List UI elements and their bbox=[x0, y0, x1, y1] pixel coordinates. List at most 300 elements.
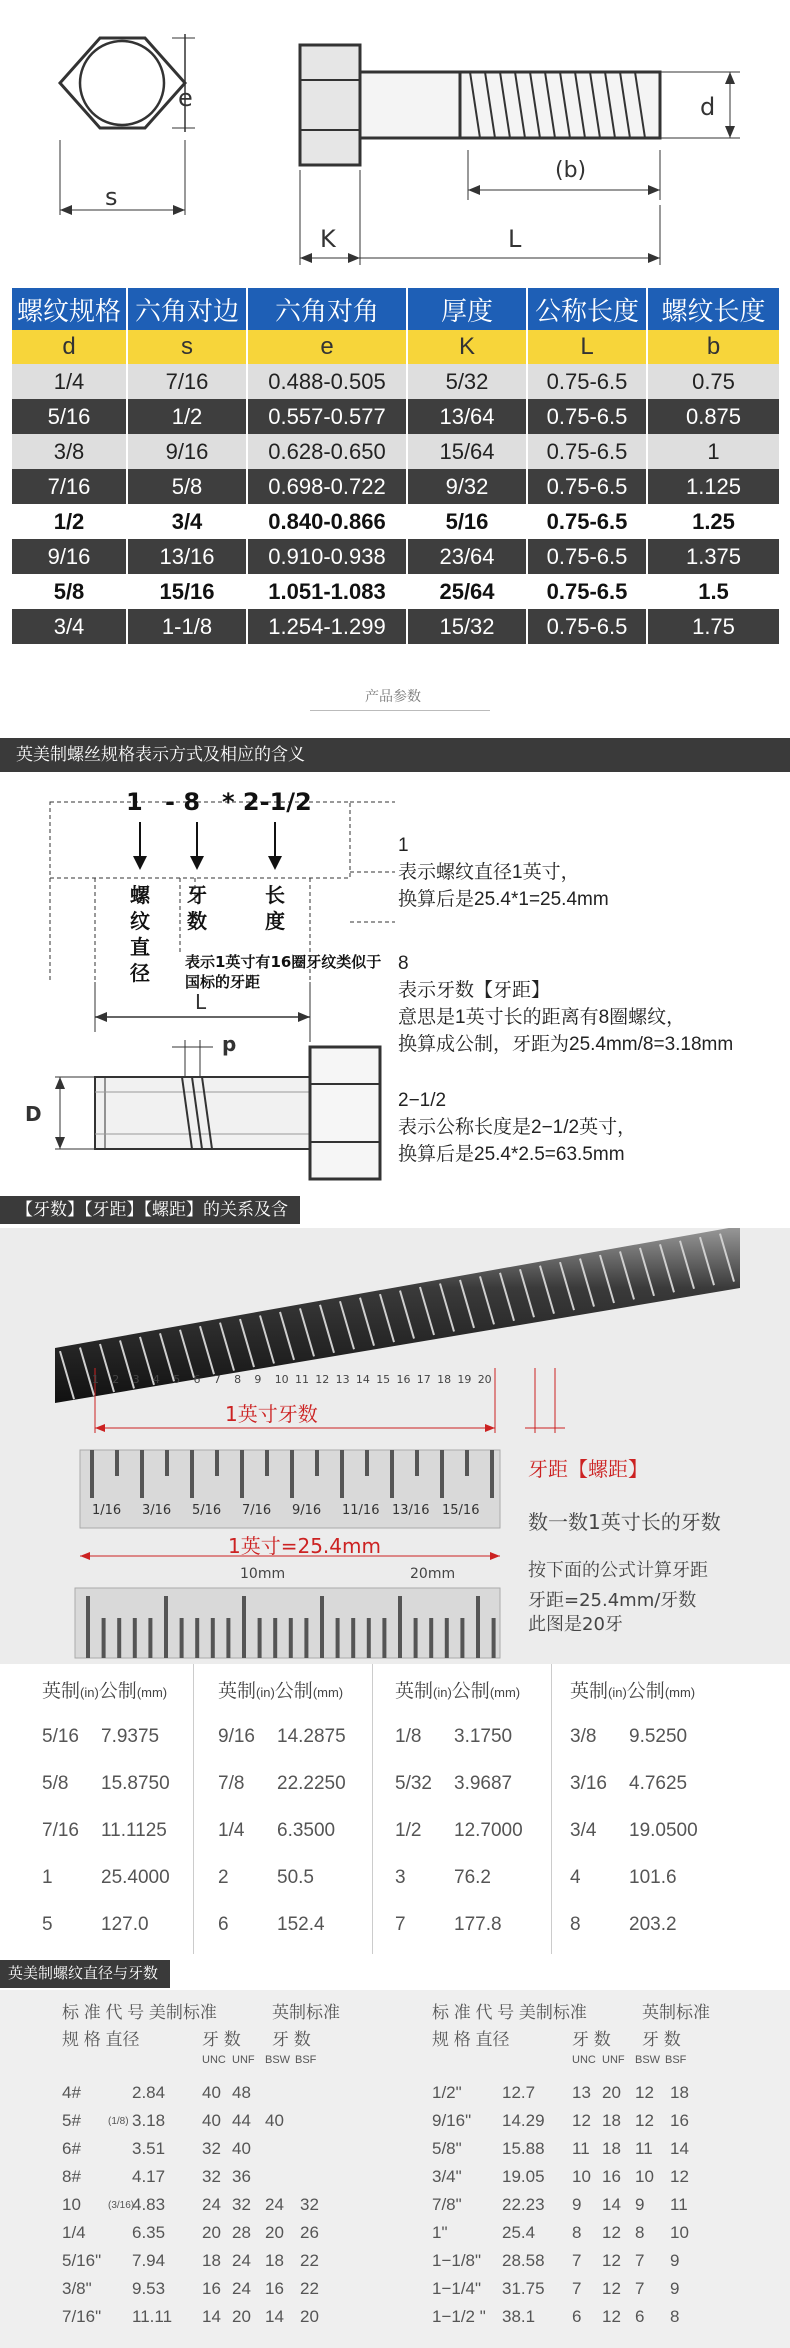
conv-inch: 3/4 bbox=[570, 1820, 597, 1841]
formula-l2: 牙距=25.4mm/牙数 bbox=[528, 1590, 697, 1611]
tick-label: 1 bbox=[92, 1373, 99, 1386]
count-text: 数一数1英寸长的牙数 bbox=[528, 1510, 721, 1534]
annotation-1 bbox=[398, 832, 609, 913]
conv-mm: 4.7625 bbox=[629, 1773, 688, 1794]
thread-cell: 3/4" bbox=[432, 2167, 462, 2186]
conv-mm: 9.5250 bbox=[629, 1726, 688, 1747]
spec-cell: 螺纹长度 bbox=[647, 288, 780, 330]
thread-cell: 24 bbox=[232, 2251, 251, 2270]
spec-cell: 0.75-6.5 bbox=[527, 434, 647, 469]
spec-cell: 0.557-0.577 bbox=[247, 399, 407, 434]
spec-cell: 0.488-0.505 bbox=[247, 364, 407, 399]
spec-cell: 1.125 bbox=[647, 469, 780, 504]
conv-mm: 12.7000 bbox=[454, 1820, 523, 1841]
thread-cell: 14 bbox=[602, 2195, 621, 2214]
spec-cell: L bbox=[527, 330, 647, 364]
spec-cell: 1.051-1.083 bbox=[247, 574, 407, 609]
spec-table bbox=[12, 288, 781, 644]
thread-cell: 12 bbox=[635, 2111, 654, 2130]
conv-mm: 22.2250 bbox=[277, 1773, 346, 1794]
thread-cell: 20 bbox=[232, 2307, 251, 2326]
conv-header-in: (in) bbox=[256, 1685, 275, 1700]
thread-cell: 16 bbox=[265, 2279, 284, 2298]
thread-cell: 12 bbox=[602, 2223, 621, 2242]
conv-header bbox=[395, 1676, 520, 1703]
header-sub: UNC bbox=[572, 2054, 596, 2066]
thread-cell: 6 bbox=[572, 2307, 582, 2326]
tick-label: 17 bbox=[416, 1373, 431, 1386]
thread-cell: 18 bbox=[202, 2251, 221, 2270]
thread-cell: 1/2" bbox=[432, 2083, 462, 2102]
conv-mm: 19.0500 bbox=[629, 1820, 698, 1841]
header-british: 英制标准 bbox=[272, 2003, 340, 2022]
conversion-grid bbox=[0, 1664, 790, 1954]
spec-cell: 3/4 bbox=[127, 504, 247, 539]
spec-row bbox=[12, 574, 780, 609]
spec-cell: 15/32 bbox=[407, 609, 527, 644]
formula-l1: 按下面的公式计算牙距 bbox=[528, 1560, 708, 1581]
annotation-2-1-2 bbox=[398, 1087, 636, 1168]
spec-cell: 0.75-6.5 bbox=[527, 399, 647, 434]
conv-header-b: 公制 bbox=[98, 1681, 137, 1702]
thread-cell: 22 bbox=[300, 2279, 319, 2298]
thread-cell: 12 bbox=[635, 2083, 654, 2102]
conv-inch: 4 bbox=[570, 1867, 581, 1888]
thread-cell: 9 bbox=[670, 2251, 680, 2270]
conv-header-b: 公制 bbox=[451, 1681, 490, 1702]
ann2-line3: 换算成公制，牙距为25.4mm/8=3.18mm bbox=[398, 1034, 734, 1055]
thread-cell: 31.75 bbox=[502, 2279, 545, 2298]
spec-row bbox=[12, 399, 780, 434]
thread-cell: 3.51 bbox=[132, 2139, 166, 2158]
conv-header-mm: (mm) bbox=[136, 1685, 168, 1700]
conv-inch: 6 bbox=[218, 1914, 229, 1935]
header-teeth-uk: 牙 数 bbox=[272, 2030, 311, 2049]
conv-inch: 1/2 bbox=[395, 1820, 422, 1841]
label-p: p bbox=[222, 1032, 237, 1056]
thread-cell: 18 bbox=[670, 2083, 689, 2102]
ruler-fraction: 3/16 bbox=[142, 1503, 172, 1518]
thread-cell: 22.23 bbox=[502, 2195, 545, 2214]
thread-cell: 22 bbox=[300, 2251, 319, 2270]
header-sub: UNF bbox=[602, 2054, 625, 2066]
thread-cell: 9 bbox=[635, 2195, 645, 2214]
thread-pitch-panel bbox=[0, 1228, 790, 1664]
thread-cell: 32 bbox=[232, 2195, 251, 2214]
conv-mm: 7.9375 bbox=[101, 1726, 160, 1747]
label-teeth-count: 牙数 bbox=[187, 883, 207, 933]
thread-cell: 40 bbox=[265, 2111, 284, 2130]
thread-cell: 20 bbox=[602, 2083, 621, 2102]
inch-mm-label: 1英寸=25.4mm bbox=[228, 1534, 381, 1558]
spec-cell: 0.75-6.5 bbox=[527, 574, 647, 609]
conv-header-a: 英制 bbox=[570, 1681, 609, 1702]
conv-inch: 8 bbox=[570, 1914, 581, 1935]
conv-inch: 5/32 bbox=[395, 1773, 432, 1794]
tick-label: 15 bbox=[376, 1373, 391, 1386]
spec-notation-diagram bbox=[0, 772, 790, 1192]
conv-mm: 3.9687 bbox=[454, 1773, 513, 1794]
spec-cell: 1 bbox=[647, 434, 780, 469]
thread-cell: 7/8" bbox=[432, 2195, 462, 2214]
conv-mm: 6.3500 bbox=[277, 1820, 336, 1841]
spec-cell: 1.75 bbox=[647, 609, 780, 644]
thread-cell: 12 bbox=[572, 2111, 591, 2130]
thread-cell: 16 bbox=[670, 2111, 689, 2130]
thread-cell: 24 bbox=[265, 2195, 284, 2214]
thread-cell: 6# bbox=[62, 2139, 81, 2158]
tick-label: 10 bbox=[274, 1373, 289, 1386]
ann3-line1: 表示公称长度是2−1/2英寸， bbox=[398, 1117, 637, 1138]
thread-cell: 7/16" bbox=[62, 2307, 102, 2326]
spec-cell: b bbox=[647, 330, 780, 364]
thread-cell: 26 bbox=[300, 2223, 319, 2242]
label-l: L bbox=[508, 225, 522, 253]
label-d: d bbox=[700, 93, 716, 121]
spec-cell: 5/32 bbox=[407, 364, 527, 399]
thread-cell: 3.18 bbox=[132, 2111, 166, 2130]
spec-cell: 六角对边 bbox=[127, 288, 247, 330]
pitch-label: 牙距【螺距】 bbox=[528, 1457, 648, 1481]
conv-mm: 203.2 bbox=[629, 1914, 677, 1935]
conv-inch: 9/16 bbox=[218, 1726, 255, 1747]
tpi-note: 表示1英寸有16圈牙纹类似于国标的牙距 bbox=[185, 953, 382, 991]
tick-label: 16 bbox=[396, 1373, 411, 1386]
thread-cell: 11 bbox=[635, 2139, 653, 2158]
tick-label: 6 bbox=[193, 1373, 201, 1386]
header-sub: UNF bbox=[232, 2054, 255, 2066]
thread-cell: 11 bbox=[572, 2139, 590, 2158]
conv-inch: 7 bbox=[395, 1914, 406, 1935]
conv-inch: 7/16 bbox=[42, 1820, 79, 1841]
conv-inch: 5/8 bbox=[42, 1773, 69, 1794]
thread-cell: 3/8" bbox=[62, 2279, 92, 2298]
spec-cell: 0.628-0.650 bbox=[247, 434, 407, 469]
header-sub: BSF bbox=[295, 2054, 317, 2066]
thread-cell: 12 bbox=[602, 2307, 621, 2326]
thread-cell: 28 bbox=[232, 2223, 251, 2242]
conv-inch: 2 bbox=[218, 1867, 229, 1888]
thread-cell: 9 bbox=[670, 2279, 680, 2298]
spec-cell: d bbox=[12, 330, 127, 364]
thread-cell: 7 bbox=[572, 2279, 582, 2298]
header-teeth-us: 牙 数 bbox=[202, 2030, 241, 2049]
thread-cell: 1−1/4" bbox=[432, 2279, 482, 2298]
conv-header-a: 英制 bbox=[218, 1681, 257, 1702]
spec-cell: 螺纹规格 bbox=[12, 288, 127, 330]
thread-cell: 4# bbox=[62, 2083, 81, 2102]
conv-inch: 1 bbox=[42, 1867, 53, 1888]
formula-part-1: 1 bbox=[126, 788, 143, 816]
thread-cell: 40 bbox=[232, 2139, 251, 2158]
thread-cell: 36 bbox=[232, 2167, 251, 2186]
thread-cell: 40 bbox=[202, 2083, 221, 2102]
spec-cell: 0.75-6.5 bbox=[527, 364, 647, 399]
thread-cell: 32 bbox=[202, 2139, 221, 2158]
thread-sub-note: (3/16) bbox=[108, 2200, 135, 2211]
tick-label: 18 bbox=[437, 1373, 452, 1386]
conv-header-b: 公制 bbox=[626, 1681, 665, 1702]
conv-inch: 3/16 bbox=[570, 1773, 607, 1794]
conv-header-a: 英制 bbox=[395, 1681, 434, 1702]
spec-cell: 0.875 bbox=[647, 399, 780, 434]
bolt-top-diagram bbox=[0, 0, 790, 280]
conv-header-mm: (mm) bbox=[489, 1685, 521, 1700]
spec-row bbox=[12, 364, 780, 399]
spec-cell: 0.75 bbox=[647, 364, 780, 399]
thread-cell: 38.1 bbox=[502, 2307, 536, 2326]
tick-label: 13 bbox=[335, 1373, 350, 1386]
spec-cell: 1.5 bbox=[647, 574, 780, 609]
ruler-fraction: 13/16 bbox=[392, 1503, 430, 1518]
thread-cell: 12 bbox=[670, 2167, 689, 2186]
tick-label: 19 bbox=[457, 1373, 472, 1386]
spec-cell: s bbox=[127, 330, 247, 364]
ann2-line1: 表示牙数【牙距】 bbox=[398, 980, 551, 1001]
spec-cell: 1-1/8 bbox=[127, 609, 247, 644]
thread-cell: 20 bbox=[202, 2223, 221, 2242]
caption-divider bbox=[310, 710, 490, 711]
formula-part-3: * 2-1/2 bbox=[222, 788, 312, 816]
thread-cell: 6.35 bbox=[132, 2223, 166, 2242]
spec-cell: 9/16 bbox=[12, 539, 127, 574]
thread-cell: 28.58 bbox=[502, 2251, 545, 2270]
label-e: e bbox=[178, 84, 193, 112]
thread-cell: 16 bbox=[202, 2279, 221, 2298]
spec-cell: 25/64 bbox=[407, 574, 527, 609]
thread-cell: 9 bbox=[572, 2195, 582, 2214]
spec-cell: 5/8 bbox=[127, 469, 247, 504]
thread-cell: 1−1/8" bbox=[432, 2251, 482, 2270]
thread-sub-note: (1/8) bbox=[108, 2116, 129, 2127]
thread-cell: 10 bbox=[62, 2195, 81, 2214]
spec-cell: 23/64 bbox=[407, 539, 527, 574]
spec-row bbox=[12, 539, 780, 574]
spec-cell: 0.75-6.5 bbox=[527, 539, 647, 574]
ruler-fraction: 5/16 bbox=[192, 1503, 222, 1518]
conv-inch: 7/8 bbox=[218, 1773, 245, 1794]
thread-cell: 12 bbox=[602, 2279, 621, 2298]
header-teeth-uk: 牙 数 bbox=[642, 2030, 681, 2049]
thread-cell: 14 bbox=[670, 2139, 689, 2158]
conv-inch: 3 bbox=[395, 1867, 406, 1888]
conv-mm: 25.4000 bbox=[101, 1867, 170, 1888]
ann1-line2: 换算后是25.4*1=25.4mm bbox=[398, 889, 609, 910]
spec-cell: 15/16 bbox=[127, 574, 247, 609]
header-british: 英制标准 bbox=[642, 2003, 710, 2022]
thread-cell: 14 bbox=[265, 2307, 284, 2326]
tick-label: 8 bbox=[234, 1373, 242, 1386]
thread-cell: 32 bbox=[300, 2195, 319, 2214]
header-standard: 标 准 代 号 美制标准 bbox=[62, 2003, 217, 2022]
thread-cell: 18 bbox=[602, 2139, 621, 2158]
conv-mm: 14.2875 bbox=[277, 1726, 346, 1747]
tick-label: 5 bbox=[173, 1373, 181, 1386]
spec-cell: 0.75-6.5 bbox=[527, 504, 647, 539]
formula-l3: 此图是20牙 bbox=[528, 1614, 623, 1635]
mm10-label: 10mm bbox=[240, 1566, 286, 1582]
spec-cell: 六角对角 bbox=[247, 288, 407, 330]
thread-cell: 12 bbox=[602, 2251, 621, 2270]
thread-cell: 48 bbox=[232, 2083, 251, 2102]
spec-row bbox=[12, 288, 780, 330]
spec-cell: 公称长度 bbox=[527, 288, 647, 330]
spec-row bbox=[12, 504, 780, 539]
header-sub: BSW bbox=[265, 2054, 291, 2066]
thread-cell: 1/4 bbox=[62, 2223, 86, 2242]
thread-cell: 8 bbox=[572, 2223, 582, 2242]
thread-cell: 18 bbox=[265, 2251, 284, 2270]
thread-cell: 18 bbox=[602, 2111, 621, 2130]
tick-label: 2 bbox=[112, 1373, 120, 1386]
conv-inch: 1/4 bbox=[218, 1820, 245, 1841]
header-spec: 规 格 直径 bbox=[432, 2030, 510, 2049]
spec-cell: 1.254-1.299 bbox=[247, 609, 407, 644]
thread-cell: 8 bbox=[635, 2223, 645, 2242]
thread-cell: 7 bbox=[572, 2251, 582, 2270]
conv-divider-1 bbox=[193, 1664, 194, 1954]
thread-table-panel bbox=[0, 1990, 790, 2348]
spec-cell: 0.75-6.5 bbox=[527, 469, 647, 504]
spec-row bbox=[12, 330, 780, 364]
conv-mm: 127.0 bbox=[101, 1914, 149, 1935]
thread-cell: 32 bbox=[202, 2167, 221, 2186]
spec-cell: 15/64 bbox=[407, 434, 527, 469]
thread-cell: 5/16" bbox=[62, 2251, 102, 2270]
label-thread-diameter: 螺纹直径 bbox=[130, 883, 150, 985]
conv-header bbox=[570, 1676, 695, 1703]
conv-mm: 15.8750 bbox=[101, 1773, 170, 1794]
spec-cell: 5/8 bbox=[12, 574, 127, 609]
spec-cell: 1.375 bbox=[647, 539, 780, 574]
tick-label: 9 bbox=[254, 1373, 262, 1386]
ann1-line1: 表示螺纹直径1英寸， bbox=[398, 862, 580, 883]
thread-cell: 7 bbox=[635, 2279, 645, 2298]
spec-cell: 5/16 bbox=[407, 504, 527, 539]
thread-cell: 2.84 bbox=[132, 2083, 166, 2102]
label-length: 长度 bbox=[265, 883, 285, 933]
label-b: (b) bbox=[555, 158, 587, 183]
thread-cell: 24 bbox=[202, 2195, 221, 2214]
bolt-dimension-drawing bbox=[0, 0, 790, 280]
conv-mm: 152.4 bbox=[277, 1914, 325, 1935]
tick-label: 12 bbox=[315, 1373, 330, 1386]
thread-cell: 11.11 bbox=[132, 2307, 173, 2326]
spec-cell: 9/16 bbox=[127, 434, 247, 469]
spec-cell: 1/2 bbox=[127, 399, 247, 434]
spec-cell: 0.840-0.866 bbox=[247, 504, 407, 539]
conv-mm: 11.1125 bbox=[101, 1820, 167, 1841]
conv-header-mm: (mm) bbox=[664, 1685, 696, 1700]
spec-cell: 1.25 bbox=[647, 504, 780, 539]
thread-cell: 25.4 bbox=[502, 2223, 536, 2242]
thread-cell: 40 bbox=[202, 2111, 221, 2130]
thread-cell: 10 bbox=[635, 2167, 654, 2186]
spec-cell: 0.75-6.5 bbox=[527, 609, 647, 644]
inch-teeth-label: 1英寸牙数 bbox=[225, 1402, 318, 1426]
label-s: s bbox=[105, 183, 118, 211]
conv-mm: 101.6 bbox=[629, 1867, 677, 1888]
tick-label: 4 bbox=[152, 1373, 160, 1386]
thread-cell: 10 bbox=[572, 2167, 591, 2186]
spec-cell: 13/64 bbox=[407, 399, 527, 434]
section2-title: 【牙数】【牙距】【螺距】的关系及含 bbox=[0, 1196, 300, 1224]
spec-cell: 0.910-0.938 bbox=[247, 539, 407, 574]
label-k: K bbox=[320, 225, 336, 253]
spec-cell: 1/2 bbox=[12, 504, 127, 539]
thread-cell: 7.94 bbox=[132, 2251, 166, 2270]
conv-header-a: 英制 bbox=[42, 1681, 81, 1702]
tick-label: 14 bbox=[355, 1373, 370, 1386]
conv-divider-3 bbox=[551, 1664, 552, 1954]
spec-cell: 0.698-0.722 bbox=[247, 469, 407, 504]
product-params-caption: 产品参数 bbox=[365, 689, 421, 705]
thread-cell: 14 bbox=[202, 2307, 221, 2326]
conv-inch: 5/16 bbox=[42, 1726, 79, 1747]
thread-cell: 11 bbox=[670, 2195, 688, 2214]
spec-cell: 3/8 bbox=[12, 434, 127, 469]
conv-inch: 1/8 bbox=[395, 1726, 422, 1747]
thread-cell: 1−1/2 " bbox=[432, 2307, 486, 2326]
thread-cell: 5# bbox=[62, 2111, 81, 2130]
conv-mm: 76.2 bbox=[454, 1867, 491, 1888]
header-sub: UNC bbox=[202, 2054, 226, 2066]
spec-cell: 厚度 bbox=[407, 288, 527, 330]
header-standard: 标 准 代 号 美制标准 bbox=[432, 2003, 587, 2022]
header-sub: BSW bbox=[635, 2054, 661, 2066]
spec-cell: 7/16 bbox=[127, 364, 247, 399]
thread-cell: 9.53 bbox=[132, 2279, 166, 2298]
tick-label: 7 bbox=[213, 1373, 221, 1386]
label-L: L bbox=[195, 990, 207, 1014]
conv-header bbox=[42, 1676, 167, 1703]
ruler-fraction: 9/16 bbox=[292, 1503, 322, 1518]
conv-header-in: (in) bbox=[608, 1685, 627, 1700]
spec-cell: e bbox=[247, 330, 407, 364]
spec-cell: 9/32 bbox=[407, 469, 527, 504]
thread-cell: 13 bbox=[572, 2083, 591, 2102]
spec-cell: 1/4 bbox=[12, 364, 127, 399]
thread-cell: 12.7 bbox=[502, 2083, 536, 2102]
section3-title: 英美制螺纹直径与牙数 bbox=[0, 1960, 170, 1988]
section1-title: 英美制螺丝规格表示方式及相应的含义 bbox=[0, 738, 790, 772]
thread-cell: 20 bbox=[300, 2307, 319, 2326]
ann1-title: 1 bbox=[398, 835, 409, 856]
thread-cell: 24 bbox=[232, 2279, 251, 2298]
thread-cell: 8 bbox=[670, 2307, 680, 2326]
conv-mm: 3.1750 bbox=[454, 1726, 513, 1747]
spec-cell: 13/16 bbox=[127, 539, 247, 574]
conv-header bbox=[218, 1676, 343, 1703]
thread-cell: 7 bbox=[635, 2251, 645, 2270]
label-D: D bbox=[25, 1102, 42, 1126]
conv-mm: 177.8 bbox=[454, 1914, 502, 1935]
ann3-line2: 换算后是25.4*2.5=63.5mm bbox=[398, 1144, 625, 1165]
thread-cell: 20 bbox=[265, 2223, 284, 2242]
thread-cell: 14.29 bbox=[502, 2111, 545, 2130]
thread-cell: 4.17 bbox=[132, 2167, 166, 2186]
conv-inch: 3/8 bbox=[570, 1726, 597, 1747]
ann2-title: 8 bbox=[398, 953, 409, 974]
tick-label: 3 bbox=[132, 1373, 140, 1386]
spec-cell: 3/4 bbox=[12, 609, 127, 644]
thread-cell: 1" bbox=[432, 2223, 448, 2242]
spec-cell: 5/16 bbox=[12, 399, 127, 434]
thread-cell: 19.05 bbox=[502, 2167, 545, 2186]
header-sub: BSF bbox=[665, 2054, 687, 2066]
ann3-title: 2−1/2 bbox=[398, 1090, 447, 1111]
mm20-label: 20mm bbox=[410, 1566, 456, 1582]
